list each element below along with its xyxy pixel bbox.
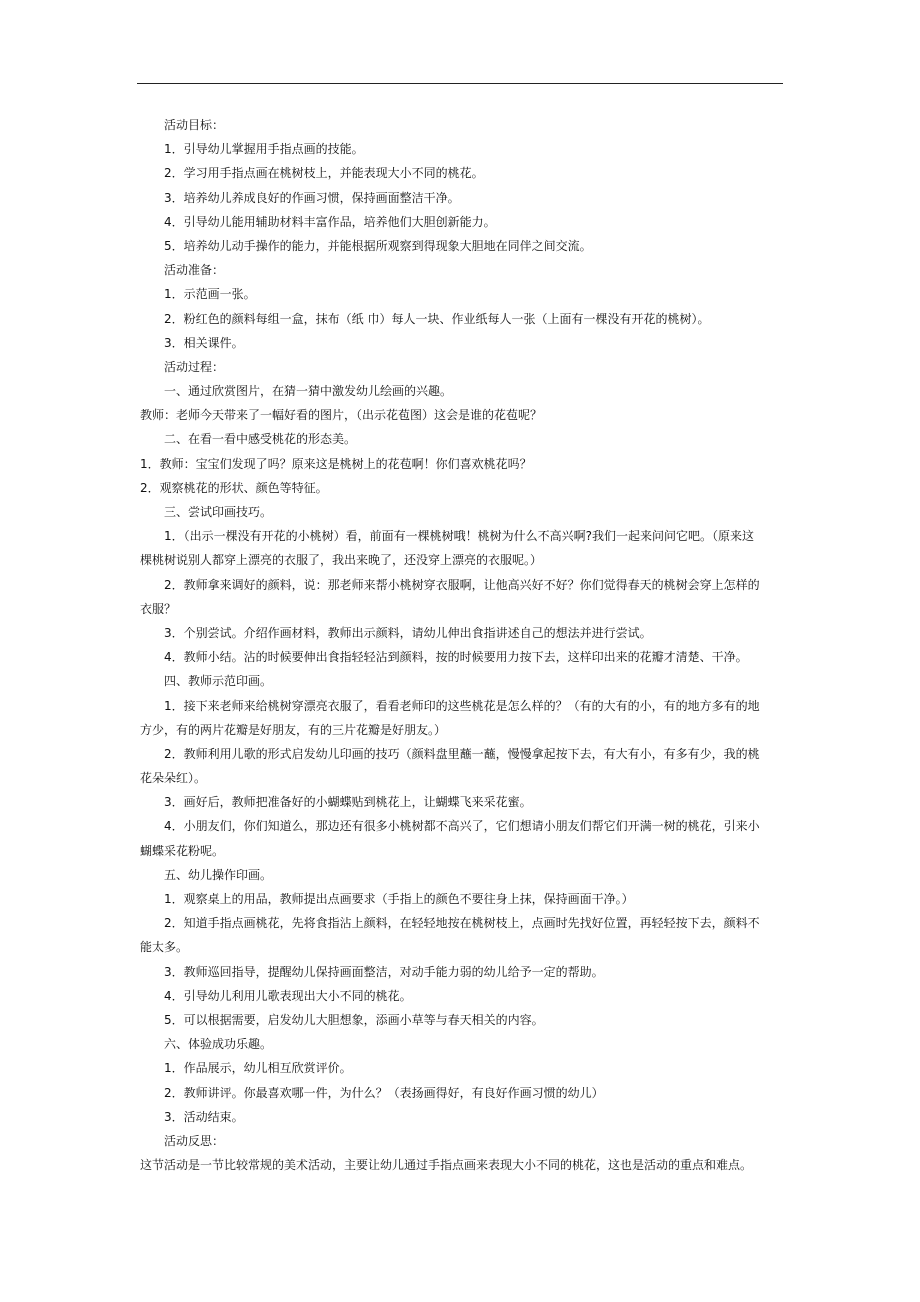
paragraph-line: 教师：老师今天带来了一幅好看的图片，（出示花苞图）这会是谁的花苞呢？	[140, 408, 543, 423]
paragraph-line: 5．可以根据需要，启发幼儿大胆想象，添画小草等与春天相关的内容。	[164, 1012, 544, 1027]
paragraph-line: 五、幼儿操作印画。	[164, 867, 273, 882]
paragraph-line: 棵桃树说别人都穿上漂亮的衣服了，我出来晚了，还没穿上漂亮的衣服呢。）	[140, 553, 543, 568]
paragraph-line: 1．接下来老师来给桃树穿漂亮衣服了，看看老师印的这些桃花是怎么样的？（有的大有的小，有的地方多有的地	[164, 698, 760, 713]
paragraph-line: 1．作品展示，幼儿相互欣赏评价。	[164, 1061, 352, 1076]
section-heading-process: 活动过程：	[164, 359, 225, 374]
paragraph-line: 2．教师利用儿歌的形式启发幼儿印画的技巧（颜料盘里蘸一蘸，慢慢拿起按下去，有大有小，有多有少，我的桃	[164, 746, 760, 761]
document-body	[140, 113, 788, 1177]
paragraph-line: 二、在看一看中感受桃花的形态美。	[164, 432, 357, 447]
paragraph-line: 衣服？	[140, 601, 177, 616]
paragraph-line: 2．知道手指点画桃花，先将食指沾上颜料，在轻轻地按在桃树枝上，点画时先找好位置，再轻轻按下去，颜料不	[164, 916, 760, 931]
paragraph-line: 3．活动结束。	[164, 1109, 244, 1124]
paragraph-line: 2．粉红色的颜料每组一盒，抹布（纸 巾）每人一块、作业纸每人一张（上面有一棵没有开花的桃树）。	[164, 311, 710, 326]
section-heading-preparation: 活动准备：	[164, 263, 225, 278]
paragraph-line: 1．（出示一棵没有开花的小桃树）看，前面有一棵桃树哦！桃树为什么不高兴啊?我们一起来问问它吧。（原来这	[164, 529, 755, 544]
paragraph-line: 4．小朋友们，你们知道么，那边还有很多小桃树都不高兴了，它们想请小朋友们帮它们开满一树的桃花，引来小	[164, 819, 760, 834]
paragraph-line: 3．画好后，教师把准备好的小蝴蝶贴到桃花上，让蝴蝶飞来采花蜜。	[164, 795, 532, 810]
paragraph-line: 3．教师巡回指导，提醒幼儿保持画面整洁，对动手能力弱的幼儿给予一定的帮助。	[164, 964, 604, 979]
paragraph-line: 4．教师小结。沾的时候要伸出食指轻轻沾到颜料，按的时候要用力按下去，这样印出来的花瓣才清楚、干净。	[164, 650, 748, 665]
section-heading-goals: 活动目标：	[164, 118, 225, 132]
paragraph-line: 5．培养幼儿动手操作的能力，并能根据所观察到得现象大胆地在同伴之间交流。	[164, 238, 592, 253]
paragraph-line: 能太多。	[140, 940, 189, 955]
paragraph-line: 4．引导幼儿能用辅助材料丰富作品，培养他们大胆创新能力。	[164, 214, 496, 229]
paragraph-line: 2．教师讲评。你最喜欢哪一件，为什么？（表扬画得好，有良好作画习惯的幼儿）	[164, 1085, 604, 1100]
paragraph-line: 2．学习用手指点画在桃树枝上，并能表现大小不同的桃花。	[164, 166, 484, 181]
paragraph-line: 1．教师：宝宝们发现了吗？原来这是桃树上的花苞啊！你们喜欢桃花吗？	[140, 456, 532, 471]
paragraph-line: 这节活动是一节比较常规的美术活动，主要让幼儿通过手指点画来表现大小不同的桃花，这也是活动的重点和难点。	[140, 1158, 753, 1173]
paragraph-line: 花朵朵红）。	[140, 771, 207, 786]
paragraph-line: 3．相关课件。	[164, 335, 244, 350]
paragraph-line: 一、通过欣赏图片，在猜一猜中激发幼儿绘画的兴趣。	[164, 384, 453, 399]
paragraph-line: 1．示范画一张。	[164, 287, 256, 302]
paragraph-line: 3．个别尝试。介绍作画材料，教师出示颜料，请幼儿伸出食指讲述自己的想法并进行尝试。	[164, 625, 652, 640]
paragraph-line: 2．观察桃花的形状、颜色等特征。	[140, 480, 328, 495]
paragraph-line: 方少，有的两片花瓣是好朋友，有的三片花瓣是好朋友。）	[140, 722, 447, 737]
paragraph-line: 3．培养幼儿养成良好的作画习惯，保持画面整洁干净。	[164, 190, 460, 205]
paragraph-line: 4．引导幼儿利用儿歌表现出大小不同的桃花。	[164, 988, 412, 1003]
header-rule	[137, 83, 783, 84]
paragraph-line: 四、教师示范印画。	[164, 674, 273, 689]
paragraph-line: 蝴蝶采花粉呢。	[140, 843, 225, 858]
paragraph-line: 三、尝试印画技巧。	[164, 505, 273, 519]
section-heading-reflection: 活动反思：	[164, 1133, 225, 1148]
paragraph-line: 1．观察桌上的用品，教师提出点画要求（手指上的颜色不要往身上抹，保持画面干净。）	[164, 892, 634, 906]
paragraph-line: 六、体验成功乐趣。	[164, 1037, 273, 1052]
paragraph-line: 2．教师拿来调好的颜料，说：那老师来帮小桃树穿衣服啊，让他高兴好不好？你们觉得春天的桃树会穿上怎样的	[164, 577, 760, 592]
paragraph-line: 1．引导幼儿掌握用手指点画的技能。	[164, 142, 364, 157]
